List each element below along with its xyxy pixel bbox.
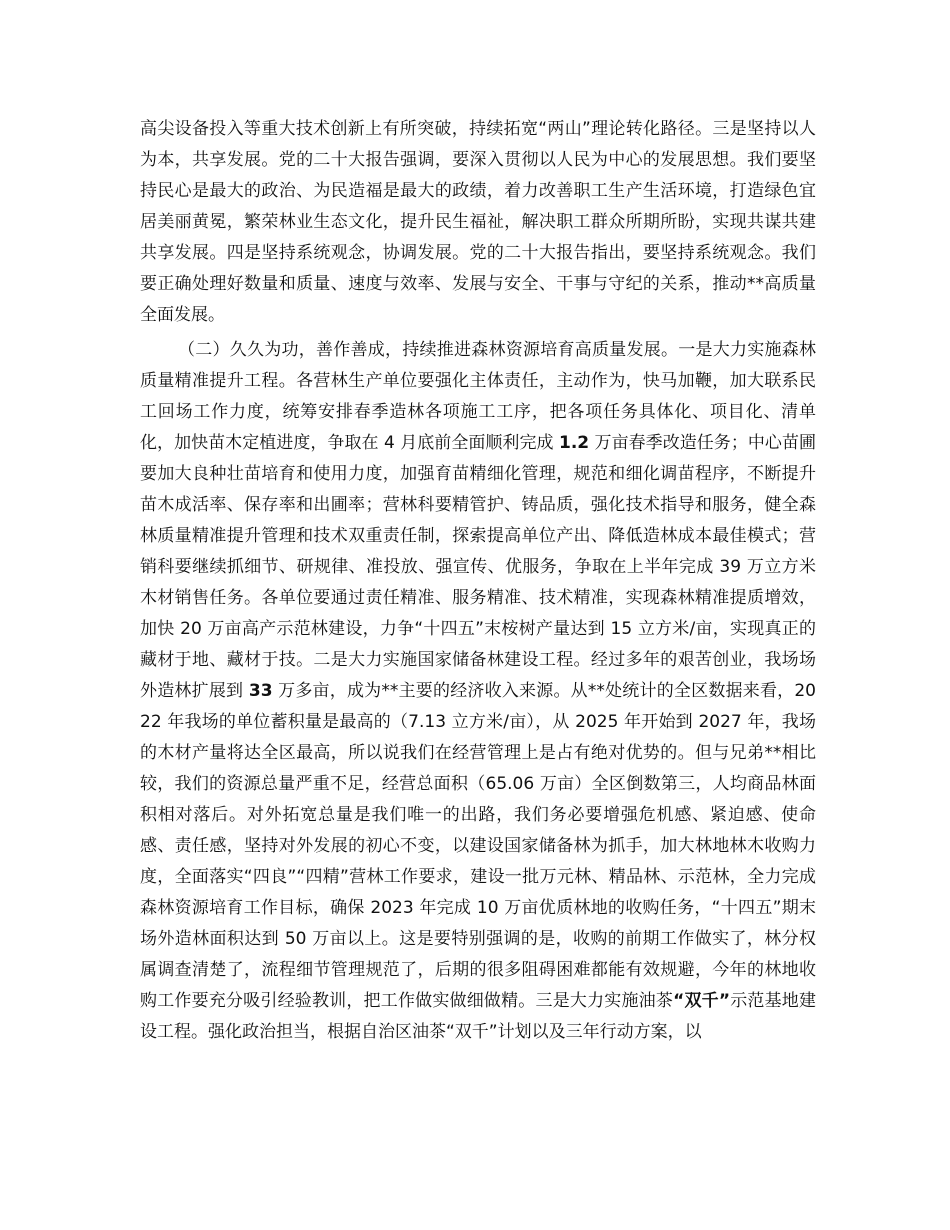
document-body <box>140 114 816 1048</box>
paragraph-text-segment: 万亩春季改造任务；中心苗圃要加大良种壮苗培育和使用力度，加强育苗精细化管理，规范和细化调苗程序，不断提升苗木成活率、保存率和出圃率；营林科要精管护、铸品质，强化技术指导和服务，健全森林质量精准提升管理和技术双重责任制，探索提高单位产出、降低造林成本最佳模式；营销科要继续抓细节、研规律、准投放、强宣传、优服务，争取在上半年完成 39 万立方米木材销售任务。各单位要通过责任精准、服务精准、技术精准，实现森林精准提质增效，加快 20 万亩高产示范林建设，力争“十四五”末桉树产量达到 15 立方米/亩，实现真正的藏材于地、藏材于技。二是大力实施国家储备林建设工程。经过多年的艰苦创业，我场场外造林扩展到 <box>140 433 816 701</box>
paragraph-forest-resources <box>140 335 816 1048</box>
bold-figure-1-2: 1.2 <box>558 433 590 453</box>
paragraph-text-segment: 示范基地建设工程。强化政治担当，根据自治区油茶“双千”计划以及三年行动方案，以 <box>140 991 816 1042</box>
bold-figure-33: 33 <box>248 681 273 701</box>
bold-shuangqian: “双千” <box>673 991 731 1011</box>
paragraph-text-segment: （二）久久为功，善作善成，持续推进森林资源培育高质量发展。一是大力实施森林质量精准提升工程。各营林生产单位要强化主体责任，主动作为，快马加鞭，加大联系民工回场工作力度，统筹安排春季造林各项施工工序，把各项任务具体化、项目化、清单化，加快苗木定植进度，争取在 4 月底前全面顺利完成 <box>140 340 816 453</box>
paragraph-sharing-development: 高尖设备投入等重大技术创新上有所突破，持续拓宽“两山”理论转化路径。三是坚持以人为本，共享发展。党的二十大报告强调，要深入贯彻以人民为中心的发展思想。我们要坚持民心是最大的政治、为民造福是最大的政绩，着力改善职工生产生活环境，打造绿色宜居美丽黄冕，繁荣林业生态文化，提升民生福祉，解决职工群众所期所盼，实现共谋共建共享发展。四是坚持系统观念，协调发展。党的二十大报告指出，要坚持系统观念。我们要正确处理好数量和质量、速度与效率、发展与安全、干事与守纪的关系，推动**高质量全面发展。 <box>140 119 816 325</box>
paragraph-text-segment: 万多亩，成为**主要的经济收入来源。从**处统计的全区数据来看，2022 年我场的单位蓄积量是最高的（7.13 立方米/亩），从 2025 年开始到 2027 年，我场的木材产量将达全区最高，所以说我们在经营管理上是占有绝对优势的。但与兄弟**相比较，我们的资源总量严重不足，经营总面积（65.06 万亩）全区倒数第三，人均商品林面积相对落后。对外拓宽总量是我们唯一的出路，我们务必要增强危机感、紧迫感、使命感、责任感，坚持对外发展的初心不变，以建设国家储备林为抓手，加大林地林木收购力度，全面落实“四良”“四精”营林工作要求，建设一批万元林、精品林、示范林，全力完成森林资源培育工作目标，确保 2023 年完成 10 万亩优质林地的收购任务，“十四五”期末场外造林面积达到 50 万亩以上。这是要特别强调的是，收购的前期工作做实了，林分权属调查清楚了，流程细节管理规范了，后期的很多阻碍困难都能有效规避，今年的林地收购工作要充分吸引经验教训，把工作做实做细做精。三是大力实施油茶 <box>140 681 816 1011</box>
